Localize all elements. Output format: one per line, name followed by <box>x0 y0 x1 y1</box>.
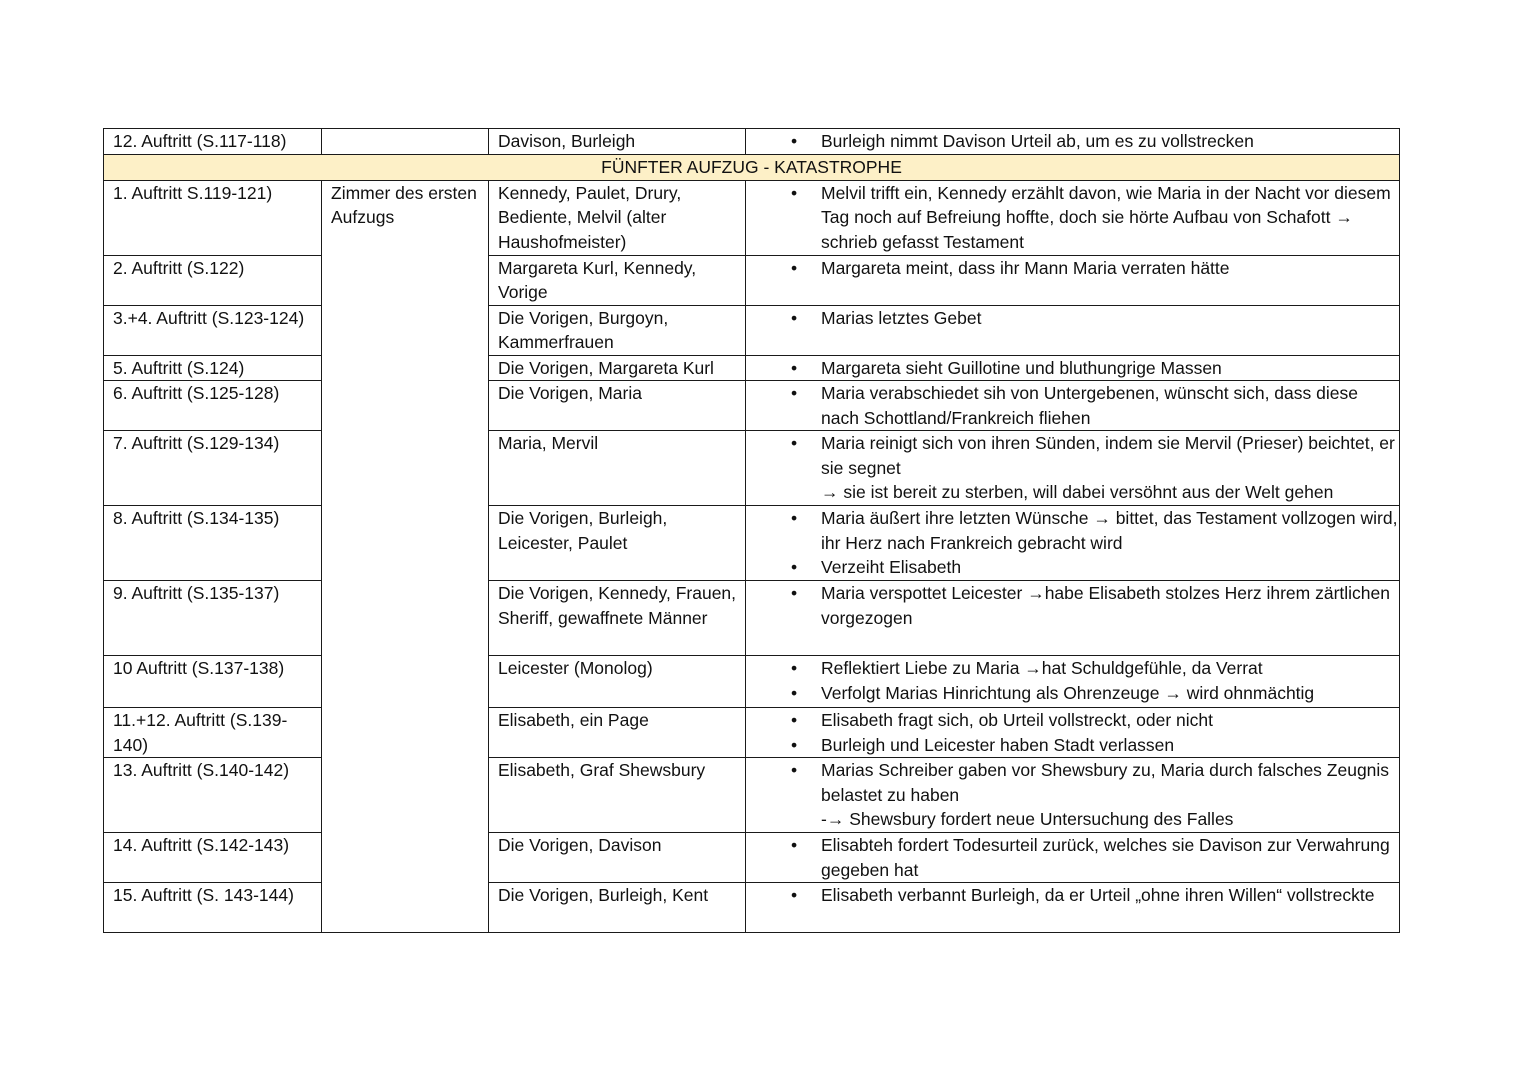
characters-cell: Die Vorigen, Margareta Kurl <box>489 355 746 381</box>
notes-cell <box>746 255 1400 305</box>
characters-cell: Die Vorigen, Kennedy, Frauen, Sheriff, gewaffnete Männer <box>489 581 746 656</box>
notes-cell <box>746 581 1400 656</box>
note-text: Marias Schreiber gaben vor Shewsbury zu, Maria durch falsches Zeugnis belastet zu haben <box>821 760 1390 805</box>
section-header-row <box>104 155 1400 181</box>
table-row <box>104 355 1400 381</box>
table-row <box>104 431 1400 506</box>
table-row <box>104 708 1400 758</box>
table-row <box>104 833 1400 883</box>
note-item: • Marias letztes Gebet <box>821 306 1399 331</box>
section-title: FÜNFTER AUFZUG - KATASTROPHE <box>104 155 1400 181</box>
table-row <box>104 255 1400 305</box>
scene-cell: 12. Auftritt (S.117-118) <box>104 129 322 155</box>
characters-cell: Margareta Kurl, Kennedy, Vorige <box>489 255 746 305</box>
scene-cell: 3.+4. Auftritt (S.123-124) <box>104 305 322 355</box>
notes-cell <box>746 355 1400 381</box>
characters-cell: Die Vorigen, Maria <box>489 381 746 431</box>
scene-cell: 6. Auftritt (S.125-128) <box>104 381 322 431</box>
note-item: • Elisabteh fordert Todesurteil zurück, welches sie Davison zur Verwahrung gegeben hat <box>821 833 1399 882</box>
scene-cell: 1. Auftritt S.119-121) <box>104 180 322 255</box>
table-row <box>104 581 1400 656</box>
note-item: • Margareta meint, dass ihr Mann Maria verraten hätte <box>821 256 1399 281</box>
location-cell <box>322 129 489 155</box>
table-row <box>104 506 1400 581</box>
table-row <box>104 381 1400 431</box>
note-item: • Melvil trifft ein, Kennedy erzählt davon, wie Maria in der Nacht vor diesem Tag noch auf Befreiung hoffte, doch sie hörte Aufbau von Schafott → schrieb gefasst Testament <box>821 181 1399 255</box>
characters-cell: Maria, Mervil <box>489 431 746 506</box>
notes-cell <box>746 381 1400 431</box>
note-item: • Elisabeth fragt sich, ob Urteil vollstreckt, oder nicht <box>821 708 1399 733</box>
note-item: • Verzeiht Elisabeth <box>821 555 1399 580</box>
scene-cell: 2. Auftritt (S.122) <box>104 255 322 305</box>
table-row <box>104 758 1400 833</box>
note-item: • Maria äußert ihre letzten Wünsche → bittet, das Testament vollzogen wird, ihr Herz nach Frankreich gebracht wird <box>821 506 1399 555</box>
characters-cell: Davison, Burleigh <box>489 129 746 155</box>
notes-cell <box>746 431 1400 506</box>
notes-cell <box>746 506 1400 581</box>
table-row <box>104 180 1400 255</box>
notes-cell <box>746 129 1400 155</box>
note-item: • Burleigh nimmt Davison Urteil ab, um es zu vollstrecken <box>821 129 1399 154</box>
characters-cell: Leicester (Monolog) <box>489 656 746 708</box>
note-item <box>821 758 1399 832</box>
note-item: • Maria verabschiedet sih von Untergebenen, wünscht sich, dass diese nach Schottland/Frankreich fliehen <box>821 381 1399 430</box>
note-item <box>821 431 1399 505</box>
characters-cell: Die Vorigen, Burgoyn, Kammerfrauen <box>489 305 746 355</box>
note-continuation: → sie ist bereit zu sterben, will dabei versöhnt aus der Welt gehen <box>821 482 1334 502</box>
characters-cell: Elisabeth, ein Page <box>489 708 746 758</box>
scene-cell: 9. Auftritt (S.135-137) <box>104 581 322 656</box>
note-continuation: -→ Shewsbury fordert neue Untersuchung des Falles <box>821 809 1234 829</box>
notes-cell <box>746 656 1400 708</box>
notes-cell <box>746 708 1400 758</box>
scene-cell: 10 Auftritt (S.137-138) <box>104 656 322 708</box>
note-item: • Reflektiert Liebe zu Maria →hat Schuldgefühle, da Verrat <box>821 656 1399 681</box>
notes-cell <box>746 883 1400 933</box>
characters-cell: Die Vorigen, Davison <box>489 833 746 883</box>
scene-cell: 5. Auftritt (S.124) <box>104 355 322 381</box>
note-item: • Elisabeth verbannt Burleigh, da er Urteil „ohne ihren Willen“ vollstreckte <box>821 883 1399 908</box>
location-cell: Zimmer des ersten Aufzugs <box>322 180 489 933</box>
notes-cell <box>746 758 1400 833</box>
scene-cell: 14. Auftritt (S.142-143) <box>104 833 322 883</box>
table-row <box>104 656 1400 708</box>
scene-cell: 13. Auftritt (S.140-142) <box>104 758 322 833</box>
notes-cell <box>746 305 1400 355</box>
scene-cell: 11.+12. Auftritt (S.139-140) <box>104 708 322 758</box>
characters-cell: Die Vorigen, Burleigh, Leicester, Paulet <box>489 506 746 581</box>
note-item: • Maria verspottet Leicester →habe Elisabeth stolzes Herz ihrem zärtlichen vorgezogen <box>821 581 1399 630</box>
note-item: • Verfolgt Marias Hinrichtung als Ohrenzeuge → wird ohnmächtig <box>821 681 1399 706</box>
note-text: Maria reinigt sich von ihren Sünden, indem sie Mervil (Prieser) beichtet, er sie segnet <box>821 433 1395 478</box>
notes-cell <box>746 180 1400 255</box>
notes-cell <box>746 833 1400 883</box>
characters-cell: Kennedy, Paulet, Drury, Bediente, Melvil (alter Haushofmeister) <box>489 180 746 255</box>
table-row <box>104 129 1400 155</box>
scene-cell: 15. Auftritt (S. 143-144) <box>104 883 322 933</box>
characters-cell: Elisabeth, Graf Shewsbury <box>489 758 746 833</box>
table-row <box>104 305 1400 355</box>
characters-cell: Die Vorigen, Burleigh, Kent <box>489 883 746 933</box>
scene-cell: 8. Auftritt (S.134-135) <box>104 506 322 581</box>
table-row <box>104 883 1400 933</box>
note-item: • Burleigh und Leicester haben Stadt verlassen <box>821 733 1399 758</box>
scene-cell: 7. Auftritt (S.129-134) <box>104 431 322 506</box>
scene-overview-table <box>103 128 1400 933</box>
note-item: • Margareta sieht Guillotine und bluthungrige Massen <box>821 356 1399 381</box>
